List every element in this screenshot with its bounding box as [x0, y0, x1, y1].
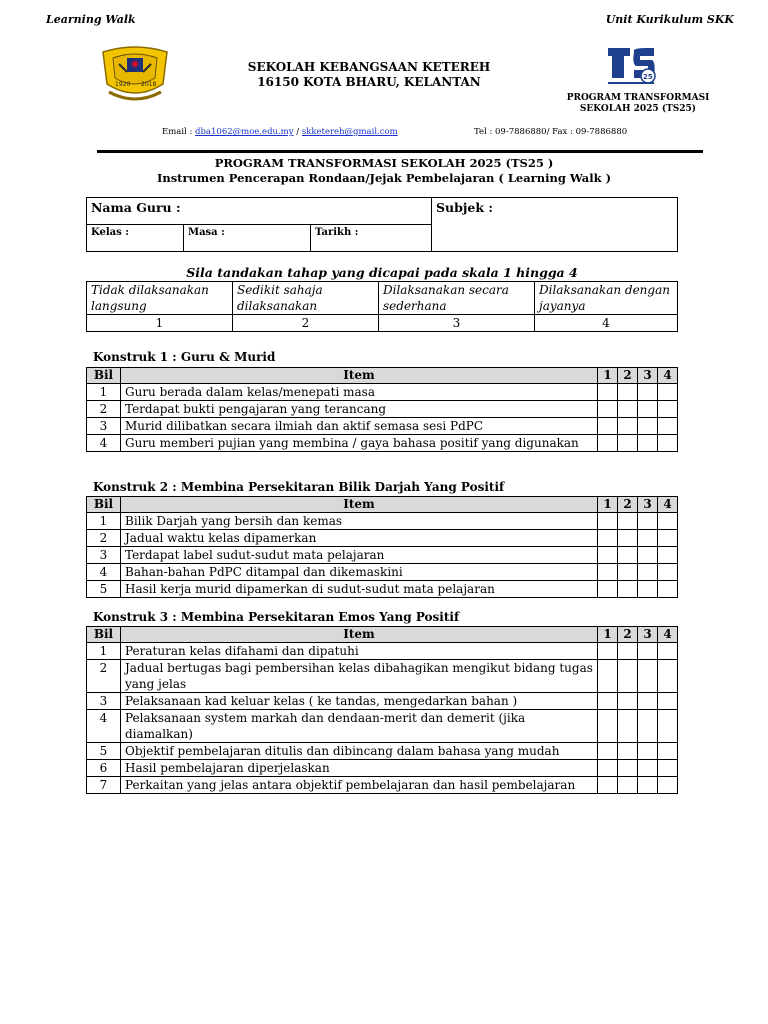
- program-badge-line1: PROGRAM TRANSFORMASI: [566, 93, 710, 103]
- table-row: [87, 435, 678, 452]
- konstruk-3-rows: [87, 643, 678, 794]
- score-cell-4[interactable]: [658, 693, 678, 710]
- table-row: [87, 660, 678, 693]
- score-cell-4[interactable]: [658, 418, 678, 435]
- score-cell-4[interactable]: [658, 777, 678, 794]
- score-cell-4[interactable]: [658, 530, 678, 547]
- score-cell-3[interactable]: [638, 743, 658, 760]
- score-cell-4[interactable]: [658, 401, 678, 418]
- masa-field[interactable]: Masa :: [184, 225, 311, 252]
- table-row: [87, 513, 678, 530]
- col-score-2: 2: [618, 627, 638, 643]
- score-cell-1[interactable]: [598, 530, 618, 547]
- score-cell-4[interactable]: [658, 581, 678, 598]
- score-cell-1[interactable]: [598, 513, 618, 530]
- col-bil: Bil: [87, 627, 121, 643]
- row-bil: 3: [87, 418, 121, 435]
- tarikh-field[interactable]: Tarikh :: [311, 225, 432, 252]
- table-row: [87, 384, 678, 401]
- table-row: [87, 710, 678, 743]
- score-cell-3[interactable]: [638, 401, 658, 418]
- score-cell-1[interactable]: [598, 401, 618, 418]
- header-unit-kurikulum: Unit Kurikulum SKK: [605, 13, 734, 26]
- row-bil: 7: [87, 777, 121, 794]
- teacher-info-table: [86, 197, 678, 252]
- score-cell-2[interactable]: [618, 743, 638, 760]
- row-bil: 1: [87, 643, 121, 660]
- score-cell-3[interactable]: [638, 418, 658, 435]
- table-row: [87, 401, 678, 418]
- konstruk-1-rows: [87, 384, 678, 452]
- row-item: Jadual waktu kelas dipamerkan: [121, 530, 598, 547]
- score-cell-4[interactable]: [658, 547, 678, 564]
- row-item: Guru berada dalam kelas/menepati masa: [121, 384, 598, 401]
- row-item: Jadual bertugas bagi pembersihan kelas dibahagikan mengikut bidang tugas yang jelas: [121, 660, 598, 693]
- row-item: Pelaksanaan kad keluar kelas ( ke tandas, mengedarkan bahan ): [121, 693, 598, 710]
- konstruk-3-table: [86, 626, 678, 794]
- row-bil: 6: [87, 760, 121, 777]
- score-cell-4[interactable]: [658, 760, 678, 777]
- konstruk-1-title: Konstruk 1 : Guru & Murid: [93, 350, 276, 364]
- score-cell-3[interactable]: [638, 564, 658, 581]
- score-cell-1[interactable]: [598, 435, 618, 452]
- score-cell-2[interactable]: [618, 777, 638, 794]
- score-cell-2[interactable]: [618, 513, 638, 530]
- score-cell-1[interactable]: [598, 777, 618, 794]
- score-cell-3[interactable]: [638, 384, 658, 401]
- score-cell-1[interactable]: [598, 643, 618, 660]
- table-row: [87, 581, 678, 598]
- svg-text:1920: 1920: [115, 81, 131, 88]
- subjek-field[interactable]: Subjek :: [432, 198, 678, 252]
- scale-number-2: 2: [233, 315, 379, 332]
- score-cell-2[interactable]: [618, 435, 638, 452]
- score-cell-4[interactable]: [658, 435, 678, 452]
- header-divider: [97, 150, 703, 153]
- score-cell-4[interactable]: [658, 564, 678, 581]
- school-crest-logo: [97, 44, 173, 106]
- konstruk-2-title: Konstruk 2 : Membina Persekitaran Bilik Darjah Yang Positif: [93, 480, 505, 494]
- score-cell-2[interactable]: [618, 643, 638, 660]
- header-learning-walk: Learning Walk: [46, 13, 136, 26]
- score-cell-1[interactable]: [598, 418, 618, 435]
- col-score-3: 3: [638, 497, 658, 513]
- konstruk-2-table: [86, 496, 678, 598]
- score-cell-1[interactable]: [598, 693, 618, 710]
- row-item: Guru memberi pujian yang membina / gaya bahasa positif yang digunakan: [121, 435, 598, 452]
- scale-label-4: Dilaksanakan dengan jayanya: [535, 282, 678, 315]
- score-cell-3[interactable]: [638, 760, 658, 777]
- contact-phone: Tel : 09-7886880/ Fax : 09-7886880: [474, 127, 628, 137]
- scale-label-1: Tidak dilaksanakan langsung: [87, 282, 233, 315]
- score-cell-1[interactable]: [598, 743, 618, 760]
- score-cell-3[interactable]: [638, 693, 658, 710]
- score-cell-3[interactable]: [638, 643, 658, 660]
- score-cell-4[interactable]: [658, 643, 678, 660]
- contact-email-line: [162, 127, 398, 137]
- row-bil: 2: [87, 530, 121, 547]
- col-score-3: 3: [638, 368, 658, 384]
- col-item: Item: [121, 497, 598, 513]
- col-score-4: 4: [658, 368, 678, 384]
- col-score-1: 1: [598, 368, 618, 384]
- row-item: Bahan-bahan PdPC ditampal dan dikemaskini: [121, 564, 598, 581]
- table-row: [87, 693, 678, 710]
- score-cell-2[interactable]: [618, 401, 638, 418]
- program-badge-text: [566, 93, 710, 115]
- score-cell-1[interactable]: [598, 581, 618, 598]
- score-cell-3[interactable]: [638, 547, 658, 564]
- nama-guru-field[interactable]: Nama Guru :: [87, 198, 432, 225]
- col-score-1: 1: [598, 627, 618, 643]
- score-cell-3[interactable]: [638, 513, 658, 530]
- school-address: 16150 KOTA BHARU, KELANTAN: [257, 75, 481, 89]
- score-cell-2[interactable]: [618, 760, 638, 777]
- email-link-2[interactable]: skketereh@gmail.com: [301, 127, 398, 137]
- score-cell-2[interactable]: [618, 530, 638, 547]
- score-cell-4[interactable]: [658, 660, 678, 693]
- score-cell-4[interactable]: [658, 513, 678, 530]
- table-row: [87, 418, 678, 435]
- ts25-logo: [606, 44, 658, 90]
- score-cell-2[interactable]: [618, 418, 638, 435]
- score-cell-1[interactable]: [598, 547, 618, 564]
- score-cell-1[interactable]: [598, 564, 618, 581]
- form-title: PROGRAM TRANSFORMASI SEKOLAH 2025 (TS25 ): [214, 156, 554, 170]
- row-bil: 5: [87, 743, 121, 760]
- score-cell-2[interactable]: [618, 564, 638, 581]
- row-item: Terdapat bukti pengajaran yang terancang: [121, 401, 598, 418]
- col-item: Item: [121, 627, 598, 643]
- email-label: Email :: [162, 127, 196, 137]
- school-name: SEKOLAH KEBANGSAAN KETEREH: [247, 60, 491, 74]
- table-row: [87, 547, 678, 564]
- kelas-field[interactable]: Kelas :: [87, 225, 184, 252]
- row-bil: 4: [87, 435, 121, 452]
- konstruk-1-table: [86, 367, 678, 452]
- col-bil: Bil: [87, 368, 121, 384]
- score-cell-1[interactable]: [598, 710, 618, 743]
- row-item: Murid dilibatkan secara ilmiah dan aktif semasa sesi PdPC: [121, 418, 598, 435]
- col-score-1: 1: [598, 497, 618, 513]
- row-item: Hasil pembelajaran diperjelaskan: [121, 760, 598, 777]
- col-item: Item: [121, 368, 598, 384]
- row-bil: 5: [87, 581, 121, 598]
- score-cell-2[interactable]: [618, 710, 638, 743]
- score-cell-4[interactable]: [658, 710, 678, 743]
- konstruk-3-title: Konstruk 3 : Membina Persekitaran Emos Yang Positif: [93, 610, 460, 624]
- score-cell-3[interactable]: [638, 435, 658, 452]
- col-bil: Bil: [87, 497, 121, 513]
- table-row: [87, 564, 678, 581]
- row-bil: 1: [87, 384, 121, 401]
- row-bil: 4: [87, 564, 121, 581]
- score-cell-3[interactable]: [638, 530, 658, 547]
- score-cell-2[interactable]: [618, 581, 638, 598]
- row-bil: 2: [87, 401, 121, 418]
- scale-legend-table: [86, 281, 678, 332]
- row-item: Terdapat label sudut-sudut mata pelajaran: [121, 547, 598, 564]
- email-link-1[interactable]: dba1062@moe.edu.my: [195, 127, 294, 137]
- score-cell-2[interactable]: [618, 384, 638, 401]
- score-cell-1[interactable]: [598, 660, 618, 693]
- col-score-2: 2: [618, 497, 638, 513]
- row-bil: 3: [87, 547, 121, 564]
- scale-number-3: 3: [379, 315, 535, 332]
- row-bil: 2: [87, 660, 121, 693]
- email-separator: /: [293, 127, 302, 137]
- score-cell-1[interactable]: [598, 384, 618, 401]
- score-cell-1[interactable]: [598, 760, 618, 777]
- row-bil: 3: [87, 693, 121, 710]
- score-cell-3[interactable]: [638, 710, 658, 743]
- row-bil: 1: [87, 513, 121, 530]
- score-cell-2[interactable]: [618, 660, 638, 693]
- program-badge-line2: SEKOLAH 2025 (TS25): [579, 104, 697, 114]
- scale-number-4: 4: [535, 315, 678, 332]
- scale-label-3: Dilaksanakan secara sederhana: [379, 282, 535, 315]
- col-score-2: 2: [618, 368, 638, 384]
- scale-number-1: 1: [87, 315, 233, 332]
- form-subtitle: Instrumen Pencerapan Rondaan/Jejak Pembelajaran ( Learning Walk ): [156, 171, 612, 185]
- school-name-block: [200, 60, 538, 90]
- row-item: Hasil kerja murid dipamerkan di sudut-sudut mata pelajaran: [121, 581, 598, 598]
- score-cell-3[interactable]: [638, 581, 658, 598]
- score-cell-4[interactable]: [658, 384, 678, 401]
- scale-instruction: Sila tandakan tahap yang dicapai pada skala 1 hingga 4: [186, 265, 578, 280]
- row-bil: 4: [87, 710, 121, 743]
- row-item: Pelaksanaan system markah dan dendaan-merit dan demerit (jika diamalkan): [121, 710, 598, 743]
- row-item: Objektif pembelajaran ditulis dan dibincang dalam bahasa yang mudah: [121, 743, 598, 760]
- score-cell-4[interactable]: [658, 743, 678, 760]
- konstruk-2-rows: [87, 513, 678, 598]
- col-score-4: 4: [658, 627, 678, 643]
- table-row: [87, 643, 678, 660]
- table-row: [87, 743, 678, 760]
- table-row: [87, 760, 678, 777]
- col-score-4: 4: [658, 497, 678, 513]
- row-item: Peraturan kelas difahami dan dipatuhi: [121, 643, 598, 660]
- score-cell-2[interactable]: [618, 547, 638, 564]
- col-score-3: 3: [638, 627, 658, 643]
- score-cell-3[interactable]: [638, 777, 658, 794]
- svg-text:25: 25: [643, 73, 653, 81]
- score-cell-3[interactable]: [638, 660, 658, 693]
- table-row: [87, 530, 678, 547]
- row-item: Perkaitan yang jelas antara objektif pembelajaran dan hasil pembelajaran: [121, 777, 598, 794]
- score-cell-2[interactable]: [618, 693, 638, 710]
- row-item: Bilik Darjah yang bersih dan kemas: [121, 513, 598, 530]
- table-row: [87, 777, 678, 794]
- scale-label-2: Sedikit sahaja dilaksanakan: [233, 282, 379, 315]
- svg-text:2018: 2018: [141, 81, 157, 88]
